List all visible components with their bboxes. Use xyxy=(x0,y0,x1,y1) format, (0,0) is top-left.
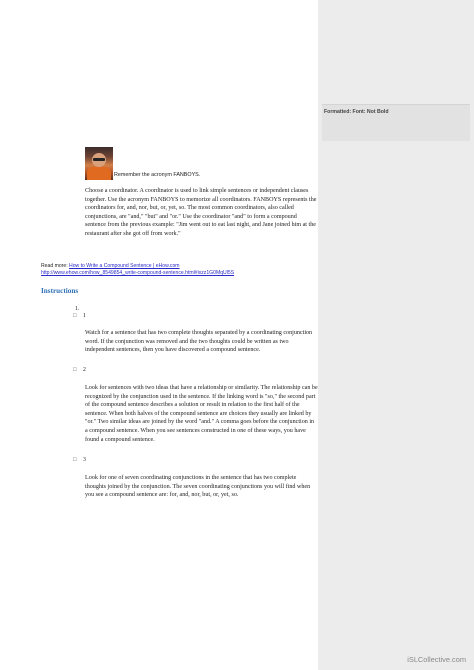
step-number: 3 xyxy=(83,457,86,463)
instructions-heading: Instructions xyxy=(41,287,79,295)
read-more xyxy=(41,263,321,277)
step-3-marker xyxy=(73,457,86,463)
checkbox-square-icon: □ xyxy=(73,313,77,319)
read-more-prefix: Read more: xyxy=(41,263,70,269)
intro-paragraph: Choose a coordinator. A coordinator is used to link simple sentences or independent clauses together. Use the acronym FANBOYS to memorize all coordinators. FANBOYS represents the coordinators for, and, nor, but, or, yet, so. The most common coordinators, also called conjunctions, are "and," "but" and "or." Use the coordinator "and" to form a compound sentence from the previous example: "Jim went out to eat last night, and Jane joined him at the restaurant after she got off from work." xyxy=(85,188,317,237)
comment-label: Formatted: Font: Not Bold xyxy=(324,109,389,115)
watermark: iSLCollective.com xyxy=(407,655,466,664)
step-3-text: Look for one of seven coordinating conjunctions in the sentence that has two complete thoughts joined by the conjunction. The seven coordinating conjunctions you will find when you see a compound sentence are: for, and, nor, but, or, yet, so. xyxy=(85,475,311,499)
read-more-url-link[interactable]: http://www.ehow.com/how_8549854_write-compound-sentence.html#ixzz1G0MqUl5S xyxy=(41,270,235,277)
comment-pane xyxy=(318,0,474,670)
checkbox-square-icon: □ xyxy=(73,457,77,463)
person-photo xyxy=(85,147,113,180)
step-1-marker xyxy=(73,313,86,319)
step-number: 2 xyxy=(83,367,86,373)
checkbox-square-icon: □ xyxy=(73,367,77,373)
read-more-title-link[interactable]: How to Write a Compound Sentence | eHow.com xyxy=(69,263,180,269)
step-1-text: Watch for a sentence that has two complete thoughts separated by a coordinating conjunction word. If the conjunction was removed and the two thoughts could be written as two independent sentences, then you have discovered a compound sentence. xyxy=(85,330,313,354)
list-number: 1. xyxy=(75,306,80,312)
step-2-marker xyxy=(73,367,86,373)
step-number: 1 xyxy=(83,313,86,319)
step-2-text: Look for sentences with two ideas that have a relationship or similarity. The relationship can be recognized by the conjunction used in the sentence. If the linking word is "so," the second part of the compound sentence describes a solution or result in relation to the first half of the sentence. When both halves of the compound sentence are choices they usually are linked by "or." Two similar ideas are joined by the word "and." A comma goes before the conjunction in a compound sentence. When you see sentences constructed in one of these ways, you have found a compound sentence. xyxy=(85,385,318,443)
photo-caption: Remember the acronym FANBOYS. xyxy=(114,172,201,178)
